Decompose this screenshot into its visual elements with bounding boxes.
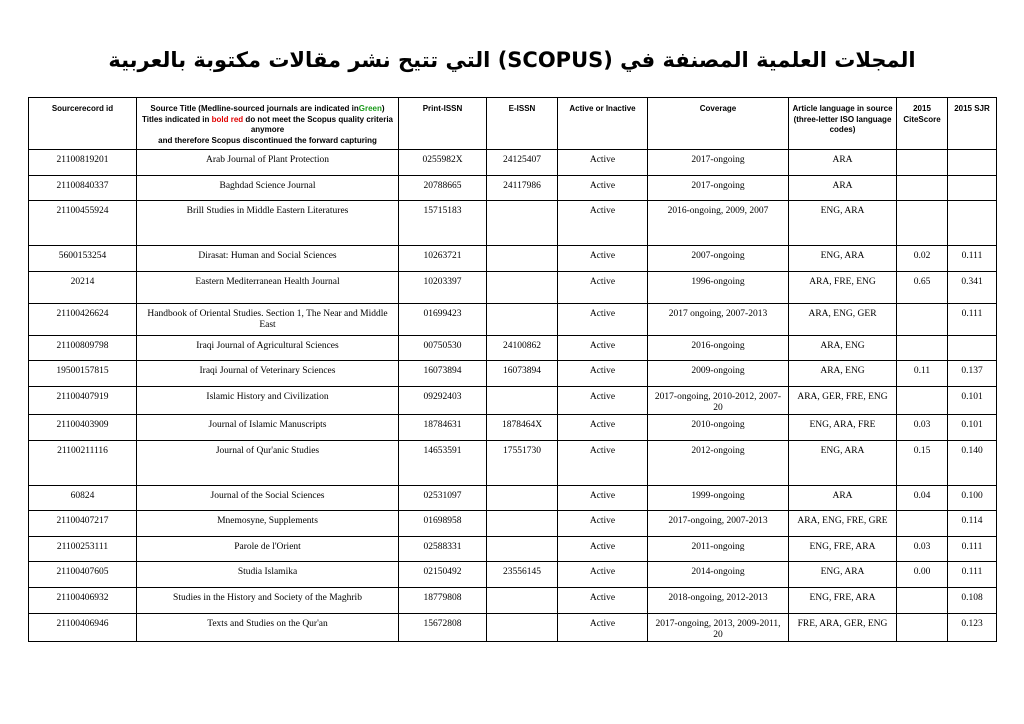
header-coverage: Coverage [648, 98, 789, 150]
table-row [29, 201, 997, 246]
cell-status: Active [558, 335, 648, 361]
cell-e-issn [487, 386, 558, 414]
cell-language: ARA, ENG [789, 361, 897, 387]
cell-sjr [948, 201, 997, 246]
cell-source-title: Baghdad Science Journal [137, 175, 399, 201]
cell-source-title: Islamic History and Civilization [137, 386, 399, 414]
cell-source-title: Handbook of Oriental Studies. Section 1, The Near and Middle East [137, 303, 399, 335]
cell-sjr [948, 175, 997, 201]
cell-print-issn: 02531097 [399, 485, 487, 511]
cell-coverage: 2011-ongoing [648, 536, 789, 562]
table-row [29, 386, 997, 414]
table-row [29, 361, 997, 387]
cell-sourcerecord-id: 19500157815 [29, 361, 137, 387]
cell-print-issn: 18779808 [399, 587, 487, 613]
cell-sourcerecord-id: 21100809798 [29, 335, 137, 361]
table-row [29, 485, 997, 511]
cell-citescore [897, 386, 948, 414]
cell-source-title: Journal of Qur'anic Studies [137, 440, 399, 485]
cell-sourcerecord-id: 21100840337 [29, 175, 137, 201]
cell-language: ARA [789, 485, 897, 511]
cell-print-issn: 01699423 [399, 303, 487, 335]
cell-citescore [897, 175, 948, 201]
table-row [29, 175, 997, 201]
cell-coverage: 1999-ongoing [648, 485, 789, 511]
cell-sjr: 0.101 [948, 386, 997, 414]
cell-source-title: Iraqi Journal of Agricultural Sciences [137, 335, 399, 361]
cell-print-issn: 20788665 [399, 175, 487, 201]
cell-e-issn: 23556145 [487, 562, 558, 588]
table-row [29, 271, 997, 303]
cell-citescore [897, 335, 948, 361]
cell-source-title: Eastern Mediterranean Health Journal [137, 271, 399, 303]
cell-status: Active [558, 562, 648, 588]
journals-table [28, 97, 997, 642]
cell-status: Active [558, 303, 648, 335]
cell-citescore: 0.04 [897, 485, 948, 511]
cell-language: ARA, ENG [789, 335, 897, 361]
cell-language: ENG, ARA [789, 440, 897, 485]
header-title-line3: and therefore Scopus discontinued the forward capturing [158, 135, 377, 145]
cell-language: ENG, ARA, FRE [789, 414, 897, 440]
cell-status: Active [558, 414, 648, 440]
cell-sourcerecord-id: 21100406946 [29, 613, 137, 641]
cell-status: Active [558, 386, 648, 414]
cell-e-issn [487, 485, 558, 511]
cell-sjr: 0.111 [948, 562, 997, 588]
cell-print-issn: 16073894 [399, 361, 487, 387]
header-row [29, 98, 997, 150]
cell-status: Active [558, 440, 648, 485]
cell-sjr: 0.100 [948, 485, 997, 511]
cell-sourcerecord-id: 21100407919 [29, 386, 137, 414]
cell-coverage: 2016-ongoing [648, 335, 789, 361]
cell-coverage: 2007-ongoing [648, 246, 789, 272]
cell-print-issn: 14653591 [399, 440, 487, 485]
cell-coverage: 2017 ongoing, 2007-2013 [648, 303, 789, 335]
cell-status: Active [558, 587, 648, 613]
cell-e-issn [487, 511, 558, 537]
cell-citescore: 0.15 [897, 440, 948, 485]
cell-coverage: 2017-ongoing, 2010-2012, 2007-20 [648, 386, 789, 414]
cell-source-title: Dirasat: Human and Social Sciences [137, 246, 399, 272]
cell-sjr: 0.101 [948, 414, 997, 440]
cell-coverage: 2016-ongoing, 2009, 2007 [648, 201, 789, 246]
table-row [29, 414, 997, 440]
cell-e-issn: 24117986 [487, 175, 558, 201]
cell-language: ENG, ARA [789, 246, 897, 272]
cell-language: ARA, ENG, FRE, GRE [789, 511, 897, 537]
cell-e-issn [487, 303, 558, 335]
cell-citescore [897, 511, 948, 537]
header-title-part1: Source Title (Medline-sourced journals are indicated in [150, 104, 359, 113]
cell-citescore: 0.03 [897, 414, 948, 440]
header-title-red-words: bold red [211, 114, 244, 124]
cell-status: Active [558, 246, 648, 272]
cell-language: ENG, ARA [789, 201, 897, 246]
header-active-status: Active or Inactive [558, 98, 648, 150]
cell-e-issn: 24100862 [487, 335, 558, 361]
cell-citescore: 0.11 [897, 361, 948, 387]
cell-print-issn: 18784631 [399, 414, 487, 440]
cell-citescore [897, 303, 948, 335]
cell-status: Active [558, 175, 648, 201]
cell-language: ARA [789, 150, 897, 176]
cell-e-issn: 1878464X [487, 414, 558, 440]
cell-print-issn: 02150492 [399, 562, 487, 588]
table-row [29, 335, 997, 361]
table-row [29, 511, 997, 537]
cell-e-issn [487, 271, 558, 303]
cell-coverage: 2017-ongoing, 2007-2013 [648, 511, 789, 537]
cell-status: Active [558, 613, 648, 641]
header-citescore: 2015 CiteScore [897, 98, 948, 150]
cell-sjr: 0.140 [948, 440, 997, 485]
cell-print-issn: 09292403 [399, 386, 487, 414]
cell-sjr: 0.111 [948, 303, 997, 335]
cell-coverage: 2009-ongoing [648, 361, 789, 387]
cell-e-issn [487, 246, 558, 272]
header-sourcerecord-id: Sourcerecord id [29, 98, 137, 150]
cell-coverage: 2014-ongoing [648, 562, 789, 588]
cell-sjr: 0.108 [948, 587, 997, 613]
cell-citescore: 0.65 [897, 271, 948, 303]
table-row [29, 440, 997, 485]
cell-e-issn [487, 613, 558, 641]
cell-status: Active [558, 201, 648, 246]
cell-language: FRE, ARA, GER, ENG [789, 613, 897, 641]
cell-coverage: 2010-ongoing [648, 414, 789, 440]
cell-sjr: 0.111 [948, 536, 997, 562]
cell-language: ARA, ENG, GER [789, 303, 897, 335]
cell-e-issn: 16073894 [487, 361, 558, 387]
cell-source-title: Journal of Islamic Manuscripts [137, 414, 399, 440]
header-title-part2: ) [381, 104, 385, 113]
table-row [29, 587, 997, 613]
cell-print-issn: 02588331 [399, 536, 487, 562]
cell-citescore [897, 201, 948, 246]
cell-print-issn: 00750530 [399, 335, 487, 361]
cell-sourcerecord-id: 21100455924 [29, 201, 137, 246]
cell-e-issn [487, 536, 558, 562]
header-title-line2a: Titles indicated in [141, 114, 212, 124]
cell-source-title: Brill Studies in Middle Eastern Literatures [137, 201, 399, 246]
header-print-issn: Print-ISSN [399, 98, 487, 150]
cell-citescore: 0.00 [897, 562, 948, 588]
cell-sjr: 0.111 [948, 246, 997, 272]
cell-sourcerecord-id: 21100426624 [29, 303, 137, 335]
cell-e-issn: 17551730 [487, 440, 558, 485]
cell-source-title: Texts and Studies on the Qur'an [137, 613, 399, 641]
cell-citescore: 0.03 [897, 536, 948, 562]
cell-source-title: Parole de l'Orient [137, 536, 399, 562]
cell-sjr: 0.114 [948, 511, 997, 537]
cell-status: Active [558, 150, 648, 176]
cell-sourcerecord-id: 21100253111 [29, 536, 137, 562]
cell-print-issn: 01698958 [399, 511, 487, 537]
cell-source-title: Studies in the History and Society of the Maghrib [137, 587, 399, 613]
cell-print-issn: 10203397 [399, 271, 487, 303]
header-e-issn: E-ISSN [487, 98, 558, 150]
table-row [29, 150, 997, 176]
cell-language: ARA [789, 175, 897, 201]
cell-sjr: 0.123 [948, 613, 997, 641]
cell-language: ENG, FRE, ARA [789, 536, 897, 562]
cell-coverage: 2018-ongoing, 2012-2013 [648, 587, 789, 613]
cell-citescore [897, 150, 948, 176]
cell-source-title: Journal of the Social Sciences [137, 485, 399, 511]
cell-print-issn: 15715183 [399, 201, 487, 246]
cell-language: ARA, GER, FRE, ENG [789, 386, 897, 414]
cell-status: Active [558, 485, 648, 511]
table-row [29, 246, 997, 272]
cell-source-title: Studia Islamika [137, 562, 399, 588]
cell-status: Active [558, 536, 648, 562]
cell-print-issn: 0255982X [399, 150, 487, 176]
cell-citescore [897, 613, 948, 641]
table-row [29, 562, 997, 588]
cell-sjr [948, 150, 997, 176]
cell-language: ENG, ARA [789, 562, 897, 588]
cell-print-issn: 10263721 [399, 246, 487, 272]
cell-sjr [948, 335, 997, 361]
cell-sourcerecord-id: 21100406932 [29, 587, 137, 613]
cell-sjr: 0.137 [948, 361, 997, 387]
table-row [29, 536, 997, 562]
cell-sourcerecord-id: 21100407217 [29, 511, 137, 537]
cell-status: Active [558, 361, 648, 387]
cell-sourcerecord-id: 60824 [29, 485, 137, 511]
header-title-green-word: Green [358, 104, 382, 113]
cell-e-issn: 24125407 [487, 150, 558, 176]
cell-coverage: 2017-ongoing [648, 150, 789, 176]
cell-status: Active [558, 511, 648, 537]
cell-source-title: Mnemosyne, Supplements [137, 511, 399, 537]
header-source-title [137, 98, 399, 150]
cell-sourcerecord-id: 21100819201 [29, 150, 137, 176]
cell-language: ENG, FRE, ARA [789, 587, 897, 613]
table-row [29, 613, 997, 641]
cell-sourcerecord-id: 21100407605 [29, 562, 137, 588]
cell-coverage: 2017-ongoing [648, 175, 789, 201]
cell-sjr: 0.341 [948, 271, 997, 303]
cell-print-issn: 15672808 [399, 613, 487, 641]
header-title-line2b: do not meet the Scopus quality criteria anymore [243, 114, 394, 134]
cell-coverage: 2017-ongoing, 2013, 2009-2011, 20 [648, 613, 789, 641]
table-row [29, 303, 997, 335]
cell-sourcerecord-id: 5600153254 [29, 246, 137, 272]
cell-citescore: 0.02 [897, 246, 948, 272]
cell-sourcerecord-id: 21100211116 [29, 440, 137, 485]
cell-coverage: 2012-ongoing [648, 440, 789, 485]
cell-status: Active [558, 271, 648, 303]
cell-e-issn [487, 587, 558, 613]
cell-source-title: Arab Journal of Plant Protection [137, 150, 399, 176]
header-article-language: Article language in source (three-letter ISO language codes) [789, 98, 897, 150]
cell-source-title: Iraqi Journal of Veterinary Sciences [137, 361, 399, 387]
cell-sourcerecord-id: 21100403909 [29, 414, 137, 440]
cell-citescore [897, 587, 948, 613]
cell-coverage: 1996-ongoing [648, 271, 789, 303]
cell-language: ARA, FRE, ENG [789, 271, 897, 303]
cell-sourcerecord-id: 20214 [29, 271, 137, 303]
page-title: المجلات العلمية المصنفة في (SCOPUS) التي تتيح نشر مقالات مكتوبة بالعربية [108, 48, 916, 72]
header-sjr: 2015 SJR [948, 98, 997, 150]
cell-e-issn [487, 201, 558, 246]
